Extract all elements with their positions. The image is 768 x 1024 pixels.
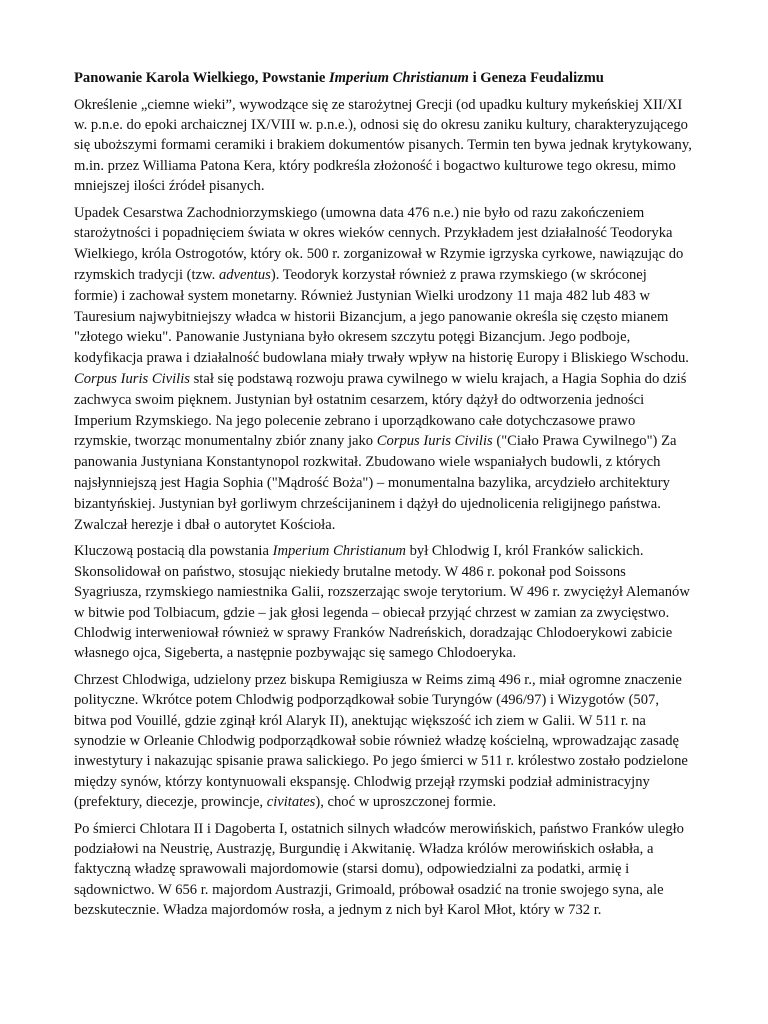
text-run: Kluczową postacią dla powstania: [74, 543, 273, 560]
title-text-post: i Geneza Feudalizmu: [468, 70, 604, 86]
text-run: Upadek Cesarstwa Zachodniorzymskiego (umowna data 476 n.e.) nie było od razu zakończeniem starożytności i popadnięciem świata w okres wieków cennych. Przykładem jest działalność Teodoryka Wielkiego, króla Ostrogotów, który ok. 500 r. zorganizował w Rzymie igrzyska cyrkowe, nawiązując do rzymskich tradycji (tzw.: [74, 204, 684, 284]
italic-run: Corpus Iuris Civilis: [376, 433, 493, 450]
text-run: ). Teodoryk korzystał również z prawa rzymskiego (w skróconej formie) i zachował system monetarny. Również Justynian Wielki urodzony 11 maja 482 lub 483 w Tauresium najwybitniejszy władca w historii Bizancjum, a jego panowanie określa się często mianem "złotego wieku". Panowanie Justyniana było okresem szczytu potęgi Bizancjum. Jego podboje, kodyfikacja prawa i działalność budowlana miały trwały wpływ na historię Europy i Bliskiego Wschodu.: [74, 267, 689, 367]
text-run: był Chlodwig I, król Franków salickich. Skonsolidował on państwo, stosując niekiedy brutalne metody. W 486 r. pokonał pod Soissons Syagriusza, rzymskiego namiestnika Galii, rozszerzając swoje terytorium. W 496 r. zwyciężył Alemanów w bitwie pod Tolbiacum, gdzie – jak głosi legenda – obiecał przyjąć chrzest w zamian za zwycięstwo. Chlodwig interweniował również w sprawy Franków Nadreńskich, doradzając Chlodoerykowi zabicie własnego ojca, Sigeberta, a następnie pozbywając się samego Chlodoeryka.: [74, 543, 690, 662]
text-run: stał się podstawą rozwoju prawa cywilnego w wielu krajach, a Hagia Sophia do dziś zachwyca swoim pięknem. Justynian był ostatnim cesarzem, który dążył do odtworzenia jedności Imperium Rzymskiego. Na jego polecenie zebrano i uporządkowano całe dotychczasowe prawo rzymskie, tworząc monumentalny zbiór znany jako: [74, 371, 687, 450]
paragraph: [74, 95, 694, 197]
text-run: Określenie „ciemne wieki”, wywodzące się ze starożytnej Grecji (od upadku kultury mykeńskiej XII/XI w. p.n.e. do epoki archaicznej IX/VIII w. p.n.e.), odnosi się do okresu zaniku kultury, charakteryzującego się uboższymi formami ceramiki i brakiem dokumentów pisanych. Termin ten bywa jednak krytykowany, m.in. przez Williama Patona Kera, który podkreśla złożoność i bogactwo kulturowe tego okresu, mimo mniejszej ilości źródeł pisanych.: [74, 96, 692, 195]
text-run: Po śmierci Chlotara II i Dagoberta I, ostatnich silnych władców merowińskich, państwo Franków uległo podziałowi na Neustrię, Austrazję, Burgundię i Akwitanię. Władza królów merowińskich osłabła, a faktyczną władzę sprawowali majordomowie (starsi domu), odpowiedzialni za podatki, armię i sądownictwo. W 656 r. majordom Austrazji, Grimoald, próbował osadzić na tronie swojego syna, ale bezskutecznie. Władza majordomów rosła, a jednym z nich był Karol Młot, który w 732 r.: [74, 820, 684, 919]
paragraph: [74, 670, 694, 813]
paragraph: [74, 819, 694, 921]
document-page: [74, 64, 694, 927]
italic-run: civitates: [266, 794, 316, 811]
title-text-pre: Panowanie Karola Wielkiego, Powstanie: [74, 70, 329, 86]
document-title: [74, 68, 694, 89]
text-run: ), choć w uproszczonej formie.: [315, 794, 497, 811]
text-run: Chrzest Chlodwiga, udzielony przez biskupa Remigiusza w Reims zimą 496 r., miał ogromne znaczenie polityczne. Wkrótce potem Chlodwig podporządkował sobie Turyngów (496/97) i Wizygotów (507, bitwa pod Vouillé, gdzie zginął król Alaryk II), anektując większość ich ziem w Galii. W 511 r. na synodzie w Orleanie Chlodwig podporządkował sobie również władzę kościelną, wprowadzając zasadę inwestytury i nakazując spisanie prawa salickiego. Po jego śmierci w 511 r. królestwo zostało podzielone między synów, którzy kontynuowali ekspansję. Chlodwig przejął rzymski podział administracyjny (prefektury, diecezje, prowincje,: [74, 671, 688, 811]
italic-run: Corpus Iuris Civilis: [74, 371, 190, 387]
italic-run: adventus: [218, 267, 271, 284]
italic-run: Imperium Christianum: [272, 543, 406, 560]
paragraph: [74, 203, 694, 536]
title-text-italic: Imperium Christianum: [329, 70, 469, 86]
paragraph: [74, 541, 694, 663]
text-run: ("Ciało Prawa Cywilnego") Za panowania Justyniana Konstantynopol rozkwitał. Zbudowano wiele wspaniałych budowli, z których najsłynniejszą jest Hagia Sophia ("Mądrość Boża") – monumentalna bazylika, arcydzieło architektury bizantyńskiej. Justynian był gorliwym chrześcijaninem i dążył do ujednolicenia religijnego państwa. Zwalczał herezje i dbał o autorytet Kościoła.: [74, 433, 677, 533]
